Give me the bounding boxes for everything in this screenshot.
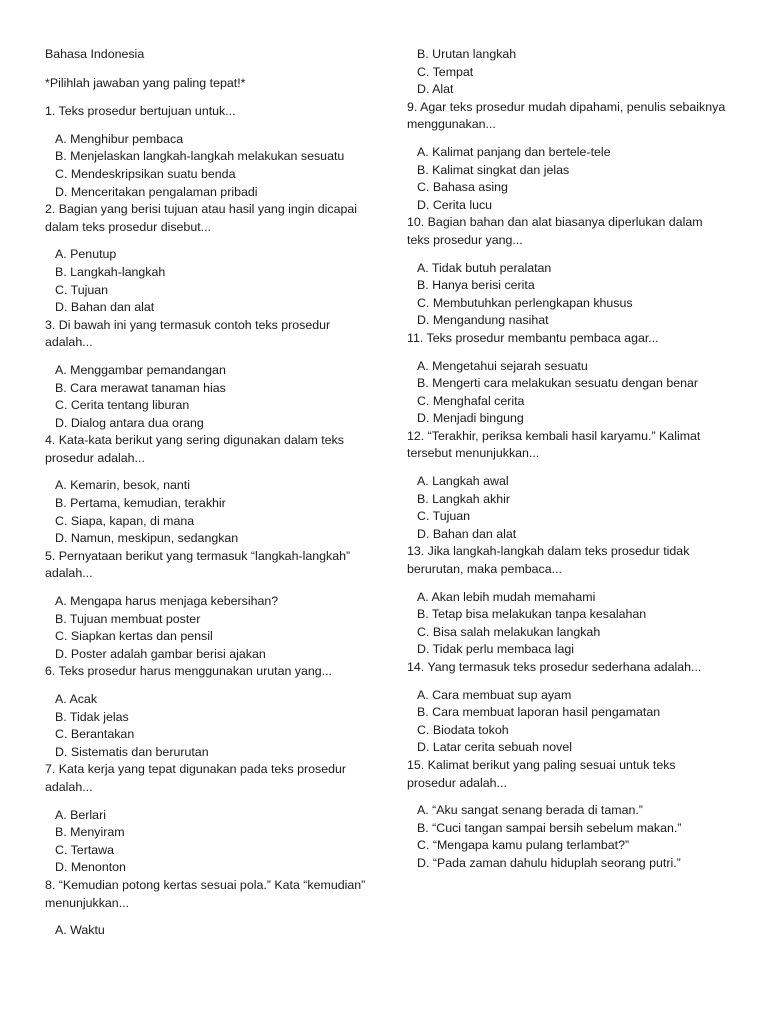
answer-option: D. Menceritakan pengalaman pribadi xyxy=(55,184,258,199)
answer-option: C. Tempat xyxy=(417,64,474,79)
question-text: 5. Pernyataan berikut yang termasuk “langkah-langkah” adalah... xyxy=(45,548,351,581)
answer-option: C. Tujuan xyxy=(417,509,471,524)
answer-option: A. Langkah awal xyxy=(417,474,509,489)
answer-option: B. Menyiram xyxy=(55,825,125,840)
question-text: 8. “Kemudian potong kertas sesuai pola.” Kata “kemudian” menunjukkan... xyxy=(45,877,366,910)
answer-option: C. Cerita tentang liburan xyxy=(55,398,190,413)
answer-option: B. Cara merawat tanaman hias xyxy=(55,380,226,395)
answer-option: D. Dialog antara dua orang xyxy=(55,415,204,430)
answer-option: C. Tertawa xyxy=(55,842,114,857)
answer-option: A. “Aku sangat senang berada di taman.” xyxy=(417,803,643,818)
question-text: 15. Kalimat berikut yang paling sesuai untuk teks prosedur adalah... xyxy=(407,757,676,790)
question-text: 2. Bagian yang berisi tujuan atau hasil yang ingin dicapai dalam teks prosedur disebut... xyxy=(45,202,358,234)
question-text: 6. Teks prosedur harus menggunakan urutan yang... xyxy=(45,664,333,679)
answer-option: A. Waktu xyxy=(55,923,105,938)
instruction-text: *Pilihlah jawaban yang paling tepat!* xyxy=(45,75,246,90)
answer-option: D. Namun, meskipun, sedangkan xyxy=(55,531,239,546)
question-text: 14. Yang termasuk teks prosedur sederhana adalah... xyxy=(407,660,702,674)
answer-option: D. Tidak perlu membaca lagi xyxy=(417,642,575,657)
answer-option: B. Mengerti cara melakukan sesuatu dengan benar xyxy=(417,376,699,391)
answer-option: A. Acak xyxy=(55,692,98,706)
answer-option: A. Akan lebih mudah memahami xyxy=(417,589,596,604)
answer-option: B. Menjelaskan langkah-langkah melakukan sesuatu xyxy=(55,149,345,164)
answer-option: C. Berantakan xyxy=(55,727,135,742)
answer-option: B. Langkah akhir xyxy=(417,491,510,506)
left-question-list xyxy=(45,103,370,940)
answer-option: A. Berlari xyxy=(55,807,106,822)
answer-option: D. Menjadi bingung xyxy=(417,411,524,426)
answer-option: C. Siapkan kertas dan pensil xyxy=(55,629,213,644)
answer-option: B. Pertama, kemudian, terakhir xyxy=(55,496,226,511)
answer-option: C. Mendeskripsikan suatu benda xyxy=(55,166,236,181)
answer-option: D. Alat xyxy=(417,82,454,97)
question-text: 1. Teks prosedur bertujuan untuk... xyxy=(45,104,236,119)
answer-option: A. Kalimat panjang dan bertele-tele xyxy=(417,144,611,159)
question-text: 4. Kata-kata berikut yang sering digunakan dalam teks prosedur adalah... xyxy=(45,433,344,465)
answer-option: C. Menghafal cerita xyxy=(417,393,525,408)
question-text: 13. Jika langkah-langkah dalam teks prosedur tidak berurutan, maka pembaca... xyxy=(407,544,690,577)
answer-option: C. Siapa, kapan, di mana xyxy=(55,513,195,528)
right-question-list xyxy=(407,46,727,873)
question-text: 3. Di bawah ini yang termasuk contoh teks prosedur adalah... xyxy=(45,317,331,350)
answer-option: B. Hanya berisi cerita xyxy=(417,278,535,293)
right-column xyxy=(407,46,727,873)
answer-option: A. Menghibur pembaca xyxy=(55,131,184,146)
answer-option: D. Poster adalah gambar berisi ajakan xyxy=(55,646,266,661)
question-text: 9. Agar teks prosedur mudah dipahami, penulis sebaiknya menggunakan... xyxy=(407,99,726,132)
answer-option: A. Cara membuat sup ayam xyxy=(417,687,572,702)
answer-option: A. Tidak butuh peralatan xyxy=(417,260,552,275)
answer-option: B. Cara membuat laporan hasil pengamatan xyxy=(417,705,661,720)
answer-option: C. Tujuan xyxy=(55,282,109,297)
question-text: 7. Kata kerja yang tepat digunakan pada teks prosedur adalah... xyxy=(45,762,347,794)
answer-option: D. Bahan dan alat xyxy=(55,300,155,315)
answer-option: C. Bisa salah melakukan langkah xyxy=(417,624,601,639)
answer-option: D. Sistematis dan berurutan xyxy=(55,744,209,759)
answer-option: B. “Cuci tangan sampai bersih sebelum makan.” xyxy=(417,820,682,835)
answer-option: A. Mengapa harus menjaga kebersihan? xyxy=(55,594,279,609)
question-text: 10. Bagian bahan dan alat biasanya diperlukan dalam teks prosedur yang... xyxy=(407,215,703,247)
subject-title: Bahasa Indonesia xyxy=(45,47,145,61)
question-text: 12. “Terakhir, periksa kembali hasil karyamu.” Kalimat tersebut menunjukkan... xyxy=(407,428,701,461)
answer-option: B. Tidak jelas xyxy=(55,709,129,724)
answer-option: B. Urutan langkah xyxy=(417,47,517,61)
answer-option: D. Cerita lucu xyxy=(417,197,493,212)
answer-option: D. Latar cerita sebuah novel xyxy=(417,740,572,755)
answer-option: A. Kemarin, besok, nanti xyxy=(55,478,190,493)
answer-option: D. Bahan dan alat xyxy=(417,526,517,541)
answer-option: D. Menonton xyxy=(55,860,126,875)
answer-option: A. Mengetahui sejarah sesuatu xyxy=(417,358,588,373)
left-column xyxy=(45,46,370,940)
answer-option: C. Bahasa asing xyxy=(417,180,508,195)
answer-option: C. Membutuhkan perlengkapan khusus xyxy=(417,295,633,310)
question-text: 11. Teks prosedur membantu pembaca agar... xyxy=(407,330,659,345)
answer-option: D. “Pada zaman dahulu hiduplah seorang putri.” xyxy=(417,855,681,870)
answer-option: A. Penutup xyxy=(55,247,117,262)
answer-option: C. Biodata tokoh xyxy=(417,722,509,737)
answer-option: D. Mengandung nasihat xyxy=(417,313,549,328)
answer-option: B. Langkah-langkah xyxy=(55,264,166,279)
answer-option: B. Tetap bisa melakukan tanpa kesalahan xyxy=(417,607,647,622)
answer-option: B. Tujuan membuat poster xyxy=(55,611,201,626)
answer-option: C. “Mengapa kamu pulang terlambat?” xyxy=(417,838,630,853)
answer-option: B. Kalimat singkat dan jelas xyxy=(417,162,570,177)
answer-option: A. Menggambar pemandangan xyxy=(55,362,226,377)
